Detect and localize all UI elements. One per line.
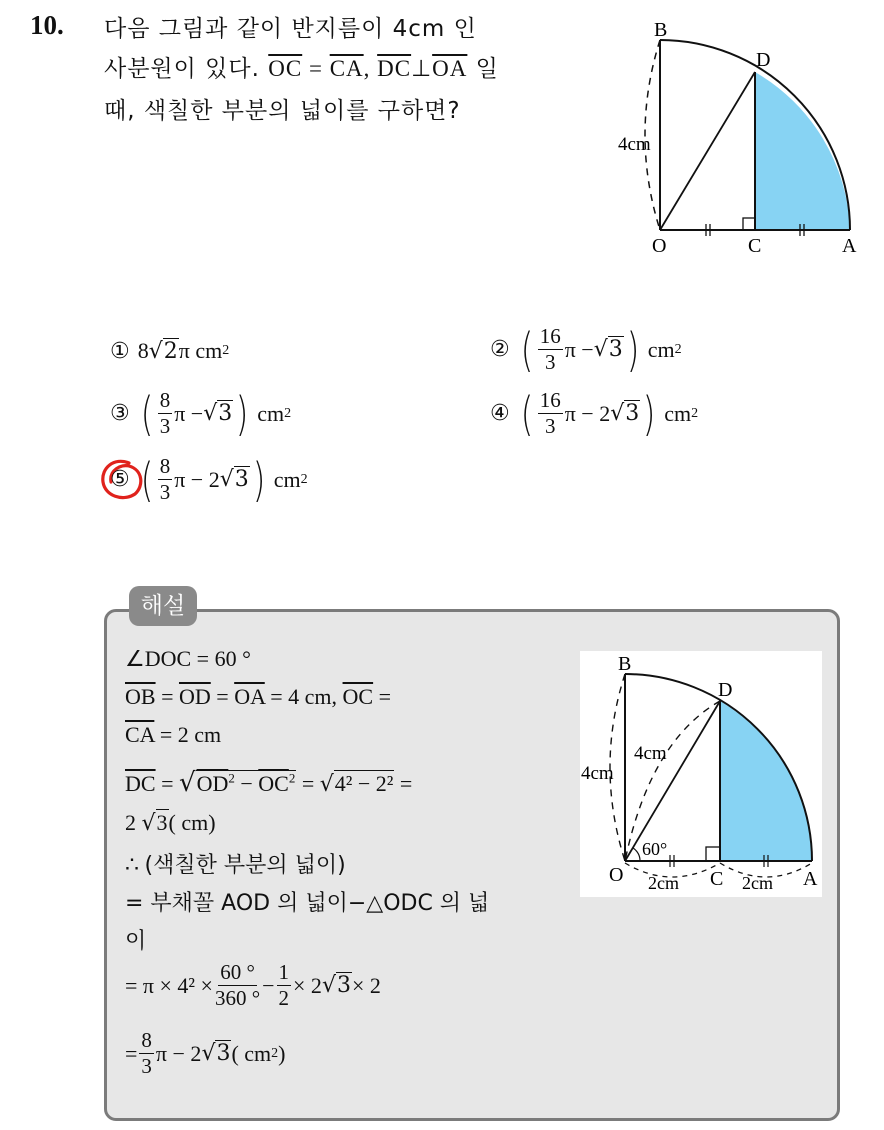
denominator: 360 ° [214, 986, 261, 1010]
value: = 4 cm, [264, 684, 343, 709]
sqrt-symbol: √ [319, 772, 334, 797]
segment-dc: $\overline{DC}$ [377, 56, 412, 81]
numerator: 16 [539, 388, 561, 412]
label-a: A [803, 868, 818, 890]
solution-line-3 [125, 722, 221, 748]
sqrt-symbol: √3 [201, 1041, 231, 1066]
choice-text: π − [174, 400, 204, 426]
expr: π − 2 [155, 1040, 202, 1066]
exponent: 2 [674, 341, 682, 357]
solution-text: (색칠한 부분의 넓이) [144, 853, 346, 878]
choice-number: ④ [490, 401, 510, 426]
numerator: 8 [159, 388, 171, 412]
unit: cm [257, 400, 285, 426]
choice-text: π − 2 [174, 466, 220, 492]
sqrt-symbol: √3 [203, 401, 233, 426]
numerator: 16 [539, 324, 561, 348]
question-line-2 [104, 50, 499, 83]
left-paren: ( [520, 322, 533, 377]
left-paren: ( [140, 386, 153, 441]
right-paren: ) [642, 386, 656, 441]
choice-number: ① [110, 338, 130, 364]
label-c: C [710, 868, 724, 890]
question-line-3: 때, 색칠한 부분의 넓이를 구하면? [104, 98, 461, 124]
label-radius: 4cm [618, 134, 651, 155]
label-oc-length: 2cm [648, 873, 679, 893]
question-number: 10. [30, 10, 64, 40]
label-ca-length: 2cm [742, 873, 773, 893]
denominator: 3 [141, 1054, 152, 1078]
fraction [538, 390, 563, 437]
choice-number: ⑤ [110, 467, 130, 492]
solution-figure [580, 651, 822, 897]
exponent: 2 [271, 1045, 279, 1061]
eq: = [155, 771, 179, 796]
choice-text: π − [564, 336, 594, 362]
label-b: B [618, 653, 632, 675]
sqrt-radicand [196, 770, 297, 796]
choice-text: π cm [178, 338, 223, 363]
solution-line-5 [125, 810, 216, 836]
label-radius-diag: 4cm [634, 743, 667, 764]
segment-ca: $\overline{CA}$ [329, 56, 364, 81]
denominator: 3 [544, 350, 556, 374]
fraction [158, 390, 173, 437]
fraction [158, 456, 173, 503]
unit: ( cm) [168, 810, 216, 835]
label-a: A [842, 235, 857, 257]
numerator: 8 [141, 1028, 152, 1052]
denominator: 2 [278, 986, 290, 1010]
solution-line-2 [125, 684, 391, 710]
solution-line-10 [125, 1030, 286, 1077]
exponent: 2 [284, 405, 292, 421]
denominator: 3 [159, 414, 171, 438]
expr: = π × 4² × [125, 972, 213, 998]
right-paren: ) [626, 322, 639, 377]
fraction [538, 326, 563, 373]
solution-line-8: 이 [125, 929, 147, 954]
label-o: O [652, 235, 667, 257]
sqrt-symbol: √ [178, 768, 196, 798]
label-b: B [654, 20, 668, 41]
value: = 2 cm [154, 722, 222, 747]
choice-5[interactable] [110, 452, 308, 507]
q-comma: , [363, 56, 378, 81]
question-line-1: 다음 그림과 같이 반지름이 4cm 인 [104, 16, 477, 42]
numerator: 8 [159, 454, 171, 478]
solution-line-4 [125, 768, 412, 798]
sqrt-symbol: √3 [610, 401, 640, 426]
segment-dc: $\overline{DC}$ [125, 771, 156, 796]
label-c: C [748, 235, 762, 257]
fraction [139, 1030, 154, 1077]
sqrt-radicand: 2 [163, 338, 178, 364]
sqrt-symbol: √2 [148, 338, 178, 364]
shaded-region [755, 72, 850, 230]
sqrt-radicand: 3 [218, 401, 233, 426]
perp-symbol: ⊥ [411, 56, 433, 81]
eq: = [210, 684, 235, 709]
choice-2[interactable] [490, 322, 682, 377]
q-text: 사분원이 있다. [104, 56, 269, 82]
fraction [277, 962, 292, 1009]
exponent: 2 [222, 343, 230, 358]
q-suffix: 일 [467, 56, 499, 82]
minus: − [234, 771, 259, 796]
solution-line-1: ∠DOC = 60 ° [125, 646, 251, 671]
choice-text: π − 2 [564, 400, 611, 426]
denominator: 3 [159, 480, 171, 504]
choice-1[interactable] [110, 338, 229, 364]
label-angle: 60° [642, 839, 668, 859]
sqrt-symbol: √ [141, 811, 156, 836]
exponent: 2 [691, 405, 699, 421]
solution-line-6 [125, 848, 346, 879]
solution-line-7: = 부채꼴 AOD 의 넓이−△ODC 의 넓 [125, 891, 490, 916]
choice-number: ③ [110, 401, 130, 426]
eq: = [296, 771, 320, 796]
eq: = [125, 1040, 138, 1066]
label-o: O [609, 864, 624, 886]
eq: = [373, 684, 392, 709]
sqrt-radicand: 3 [234, 467, 249, 492]
solution-line-9 [125, 962, 381, 1009]
expr: × 2 [293, 972, 322, 998]
solution-tab: 해설 [129, 586, 197, 626]
segment-ca: $\overline{CA}$ [125, 722, 155, 747]
q-eq: = [302, 56, 330, 81]
left-paren: ( [520, 386, 533, 441]
unit: cm [647, 336, 675, 362]
sqrt-radicand: 3 [608, 337, 623, 362]
numerator: 60 ° [220, 960, 255, 984]
label-radius-left: 4cm [581, 763, 614, 784]
label-d: D [756, 49, 771, 71]
segment-oc: $\overline{OC}$ [258, 771, 289, 796]
sqrt-radicand: 3 [156, 810, 168, 835]
segment-oa: $\overline{OA}$ [234, 684, 265, 709]
segment-od [660, 72, 755, 230]
sqrt-radicand: 4² − 2² [334, 771, 394, 796]
unit: cm [273, 466, 301, 492]
sqrt-symbol: √3 [321, 973, 351, 998]
right-paren: ) [235, 386, 249, 441]
segment-ob: $\overline{OB}$ [125, 684, 156, 709]
segment-oa: $\overline{OA}$ [432, 56, 468, 81]
exponent: 2 [288, 770, 296, 786]
fraction [215, 962, 260, 1009]
left-paren: ( [140, 452, 153, 507]
choice-4[interactable] [490, 386, 699, 441]
choice-number: ② [490, 337, 510, 362]
right-paren: ) [252, 452, 265, 507]
paren: ) [278, 1040, 286, 1066]
value: 2 [125, 810, 142, 835]
expr: × 2 [351, 972, 381, 998]
sqrt-radicand: 3 [336, 973, 351, 998]
segment-od: OD [196, 771, 229, 796]
label-d: D [718, 679, 733, 701]
exponent: 2 [228, 770, 235, 786]
denominator: 3 [544, 414, 556, 438]
right-angle-mark [743, 218, 755, 230]
sqrt-radicand: 3 [216, 1041, 231, 1066]
sqrt-symbol: √3 [593, 337, 623, 362]
segment-oc: $\overline{OC}$ [268, 56, 303, 81]
eq: = [394, 771, 413, 796]
eq: = [155, 684, 179, 709]
quarter-circle-figure [610, 20, 870, 265]
sqrt-symbol: √3 [219, 467, 249, 492]
therefore-symbol: ∴ [125, 852, 145, 877]
segment-od: $\overline{OD}$ [178, 684, 211, 709]
minus: − [262, 972, 275, 998]
choice-3[interactable] [110, 386, 292, 441]
sqrt-radicand: 3 [625, 401, 640, 426]
segment-oc: $\overline{OC}$ [342, 684, 374, 709]
unit: ( cm [231, 1040, 272, 1066]
exponent: 2 [300, 471, 308, 487]
choice-text: 8 [137, 338, 149, 363]
unit: cm [664, 400, 692, 426]
numerator: 1 [278, 960, 290, 984]
